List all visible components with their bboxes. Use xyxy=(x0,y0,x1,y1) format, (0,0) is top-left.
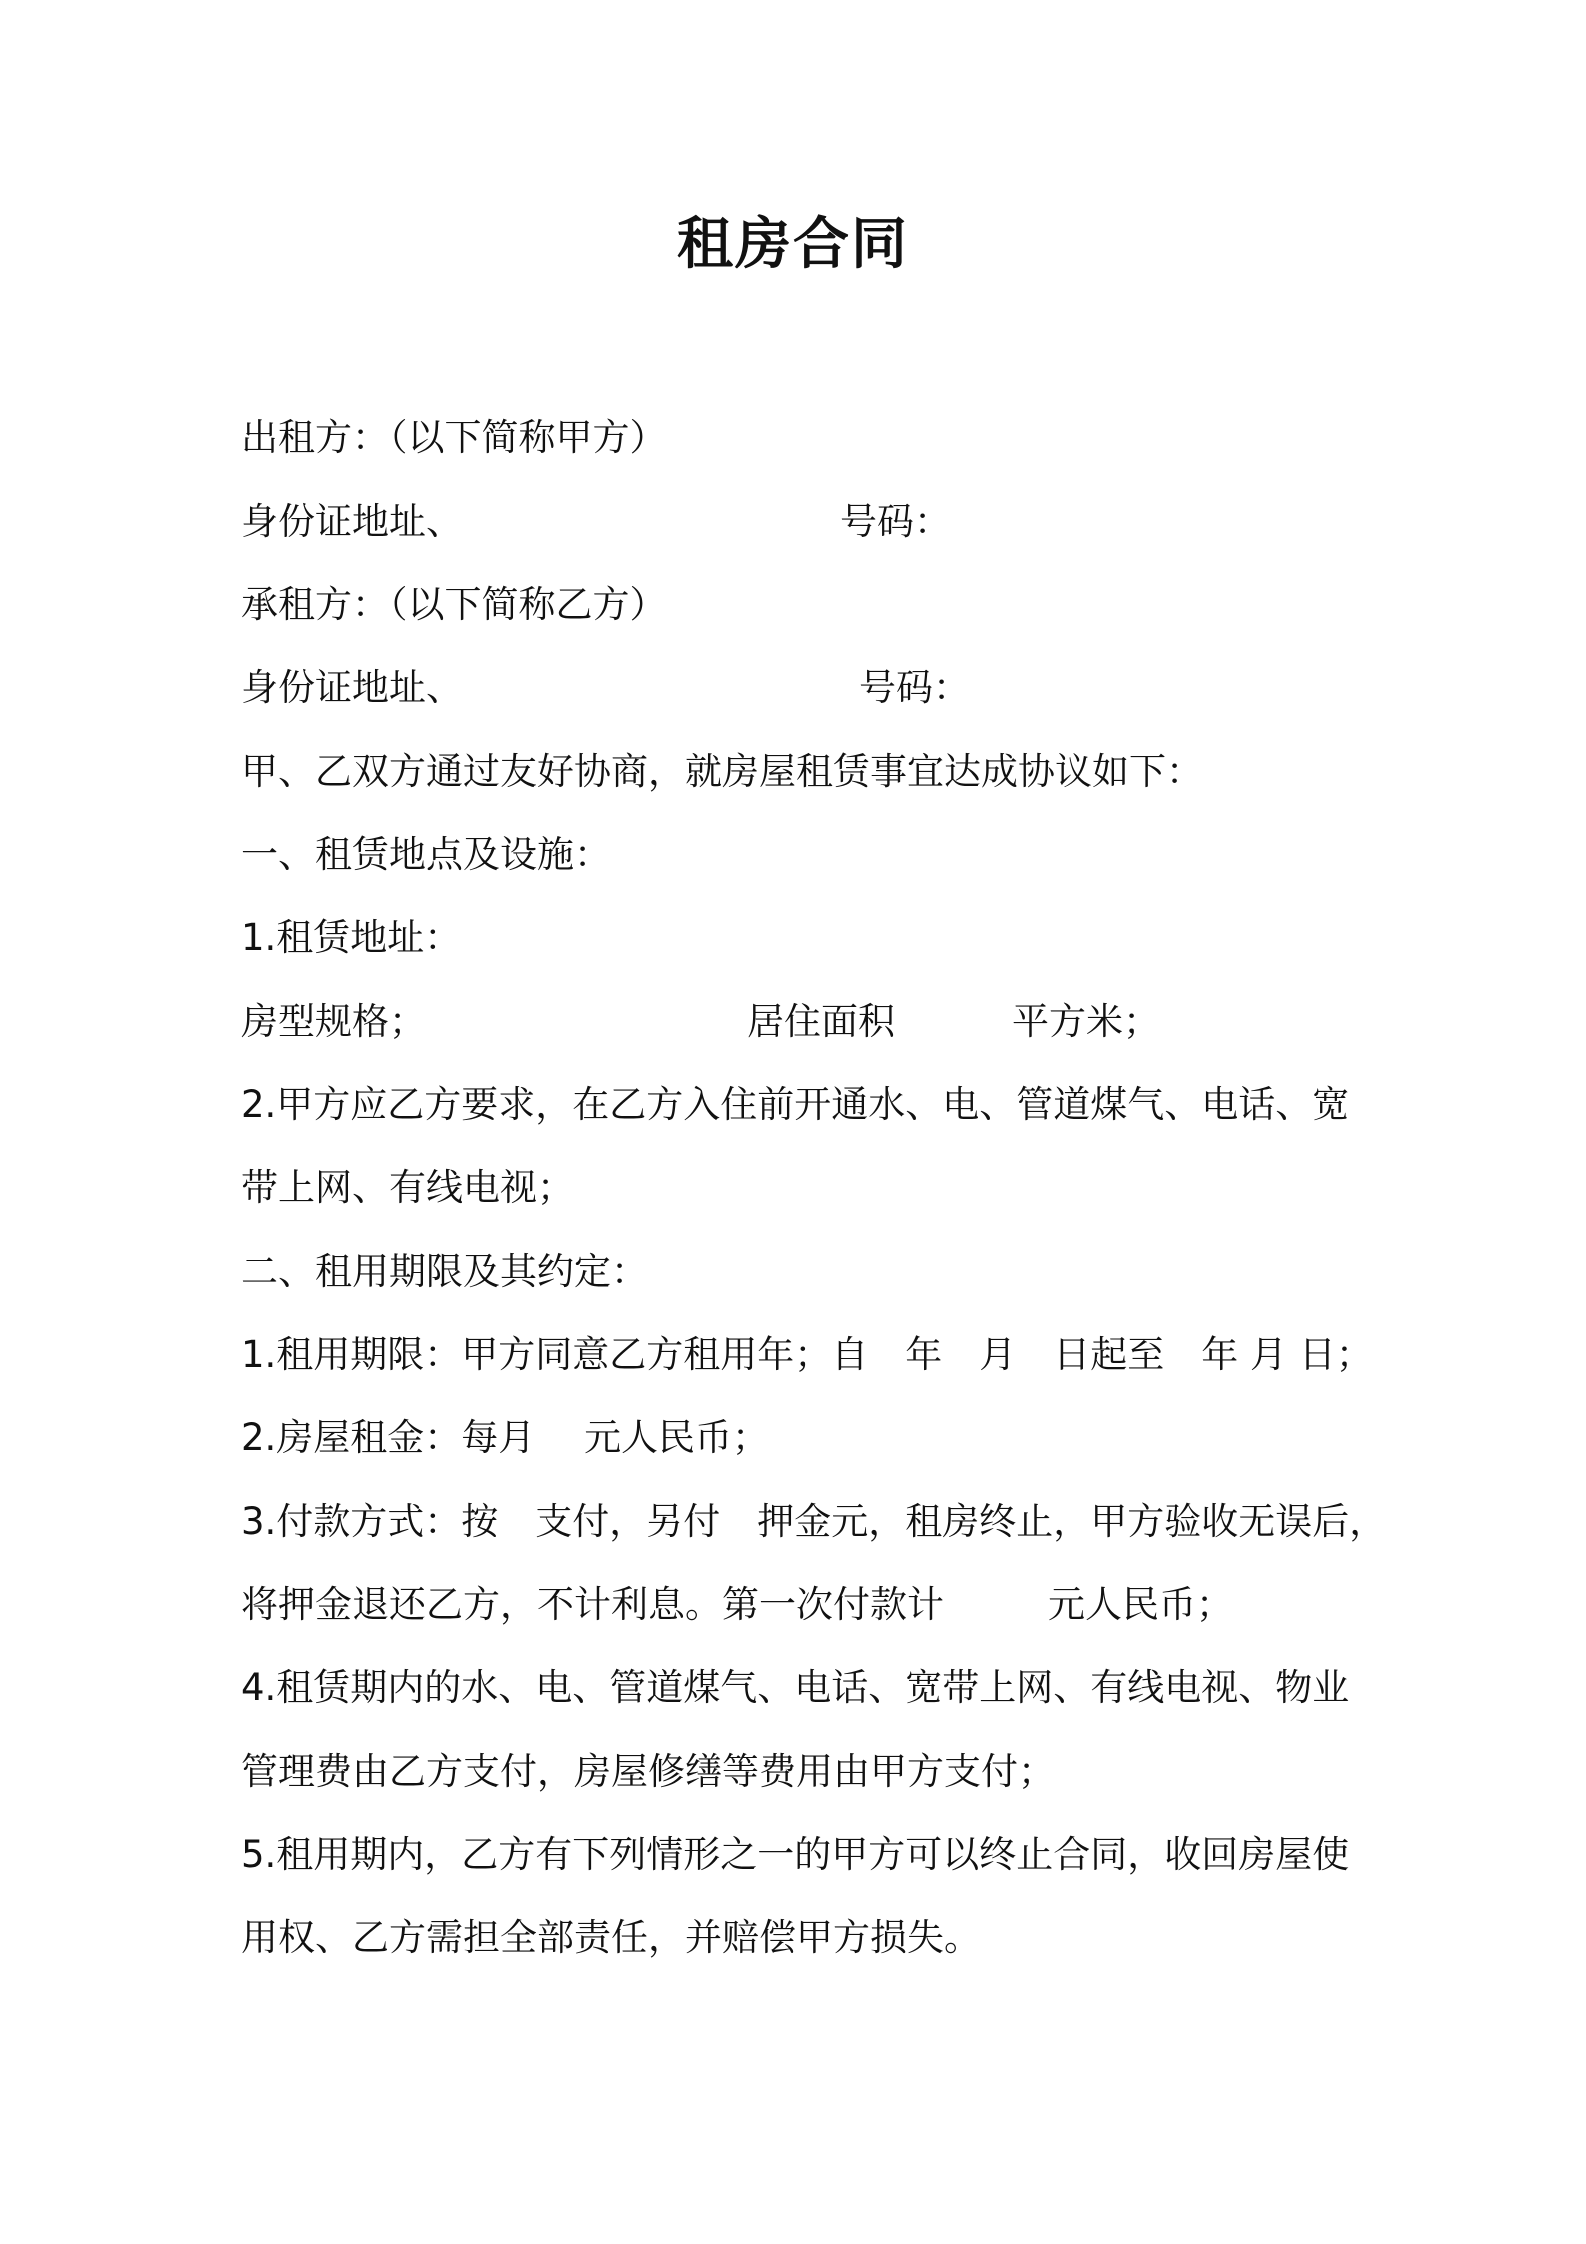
intro-line: 甲、乙双方通过友好协商，就房屋租赁事宜达成协议如下： xyxy=(241,750,1203,793)
first-payment-unit: 元人民币； xyxy=(1048,1583,1233,1626)
lessor-id-number-label: 号码： xyxy=(840,500,951,543)
document-title: 租房合同 xyxy=(677,212,909,277)
lessee-id-line xyxy=(241,658,1341,718)
first-payment-label: 将押金退还乙方，不计利息。第一次付款计 xyxy=(241,1583,944,1626)
payment-line-1: 3.付款方式：按 支付，另付 押金元，租房终止，甲方验收无误后， xyxy=(241,1500,1387,1543)
section1-heading: 一、租赁地点及设施： xyxy=(241,833,611,876)
lessor-id-address-label: 身份证地址、 xyxy=(241,500,463,543)
rental-address-line: 1.租赁地址： xyxy=(241,916,462,959)
utilities-line-2: 带上网、有线电视； xyxy=(241,1166,574,1209)
fees-line-1: 4.租赁期内的水、电、管道煤气、电话、宽带上网、有线电视、物业 xyxy=(241,1666,1350,1709)
termination-line-2: 用权、乙方需担全部责任，并赔偿甲方损失。 xyxy=(241,1916,981,1959)
room-type-label: 房型规格； xyxy=(241,1000,426,1043)
termination-line-1: 5.租用期内，乙方有下列情形之一的甲方可以终止合同，收回房屋使 xyxy=(241,1833,1350,1876)
lessor-id-line xyxy=(241,492,1341,552)
lessee-id-number-label: 号码： xyxy=(859,666,970,709)
area-label: 居住面积 xyxy=(747,1000,895,1043)
payment-line-2 xyxy=(241,1575,1341,1635)
section2-heading: 二、租用期限及其约定： xyxy=(241,1250,648,1293)
lessee-id-address-label: 身份证地址、 xyxy=(241,666,463,709)
room-type-line xyxy=(241,992,1341,1052)
lease-term-line: 1.租用期限：甲方同意乙方租用年；自 年 月 日起至 年 月 日； xyxy=(241,1333,1373,1376)
lessor-line: 出租方：（以下简称甲方） xyxy=(241,416,667,459)
fees-line-2: 管理费由乙方支付，房屋修缮等费用由甲方支付； xyxy=(241,1750,1055,1793)
utilities-line-1: 2.甲方应乙方要求，在乙方入住前开通水、电、管道煤气、电话、宽 xyxy=(241,1083,1350,1126)
area-unit-label: 平方米； xyxy=(1012,1000,1160,1043)
rent-line: 2.房屋租金：每月 元人民币； xyxy=(241,1416,770,1459)
lessee-line: 承租方：（以下简称乙方） xyxy=(241,583,667,626)
